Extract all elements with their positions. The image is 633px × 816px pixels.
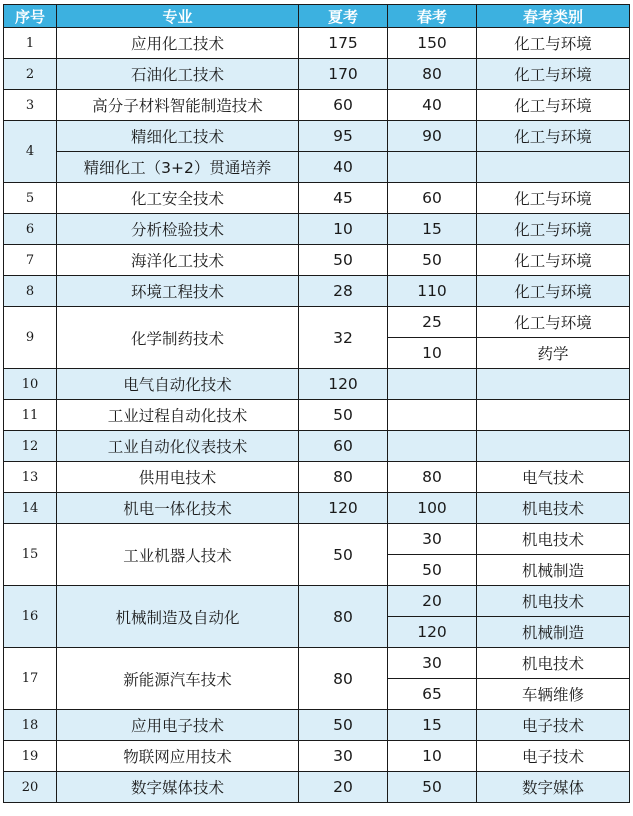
row-major: 环境工程技术 bbox=[57, 276, 299, 307]
row-summer: 120 bbox=[299, 493, 388, 524]
row-category: 化工与环境 bbox=[477, 245, 630, 276]
row-spring: 10 bbox=[388, 741, 477, 772]
row-no: 2 bbox=[4, 59, 57, 90]
row-category: 化工与环境 bbox=[477, 307, 630, 338]
row-spring: 15 bbox=[388, 214, 477, 245]
table-row bbox=[4, 400, 630, 431]
row-summer: 45 bbox=[299, 183, 388, 214]
row-major: 物联网应用技术 bbox=[57, 741, 299, 772]
row-category: 化工与环境 bbox=[477, 28, 630, 59]
row-spring: 25 bbox=[388, 307, 477, 338]
row-category bbox=[477, 400, 630, 431]
row-category: 药学 bbox=[477, 338, 630, 369]
row-no: 12 bbox=[4, 431, 57, 462]
row-major: 应用电子技术 bbox=[57, 710, 299, 741]
row-no: 7 bbox=[4, 245, 57, 276]
header-major: 专业 bbox=[57, 5, 299, 28]
row-spring bbox=[388, 400, 477, 431]
row-category: 化工与环境 bbox=[477, 90, 630, 121]
row-category: 机电技术 bbox=[477, 648, 630, 679]
header-no: 序号 bbox=[4, 5, 57, 28]
row-category bbox=[477, 431, 630, 462]
row-summer: 10 bbox=[299, 214, 388, 245]
row-summer: 95 bbox=[299, 121, 388, 152]
table-row bbox=[4, 710, 630, 741]
row-major: 新能源汽车技术 bbox=[57, 648, 299, 710]
enrollment-table bbox=[3, 4, 630, 803]
row-summer: 30 bbox=[299, 741, 388, 772]
table-row bbox=[4, 493, 630, 524]
row-major: 精细化工（3+2）贯通培养 bbox=[57, 152, 299, 183]
row-category: 机械制造 bbox=[477, 617, 630, 648]
table-row bbox=[4, 772, 630, 803]
table-row bbox=[4, 276, 630, 307]
row-category: 电子技术 bbox=[477, 710, 630, 741]
row-summer: 50 bbox=[299, 710, 388, 741]
row-category: 数字媒体 bbox=[477, 772, 630, 803]
row-major: 数字媒体技术 bbox=[57, 772, 299, 803]
row-major: 工业过程自动化技术 bbox=[57, 400, 299, 431]
row-category: 电气技术 bbox=[477, 462, 630, 493]
row-spring: 80 bbox=[388, 462, 477, 493]
row-category: 化工与环境 bbox=[477, 183, 630, 214]
row-category: 机电技术 bbox=[477, 493, 630, 524]
row-spring bbox=[388, 369, 477, 400]
row-major: 石油化工技术 bbox=[57, 59, 299, 90]
row-spring: 60 bbox=[388, 183, 477, 214]
row-no: 13 bbox=[4, 462, 57, 493]
row-spring: 50 bbox=[388, 772, 477, 803]
row-major: 机械制造及自动化 bbox=[57, 586, 299, 648]
row-spring: 15 bbox=[388, 710, 477, 741]
row-spring: 80 bbox=[388, 59, 477, 90]
table-row bbox=[4, 462, 630, 493]
row-spring: 40 bbox=[388, 90, 477, 121]
row-no: 1 bbox=[4, 28, 57, 59]
row-summer: 40 bbox=[299, 152, 388, 183]
row-major: 化学制药技术 bbox=[57, 307, 299, 369]
row-category: 机械制造 bbox=[477, 555, 630, 586]
table-row bbox=[4, 59, 630, 90]
header-spring: 春考 bbox=[388, 5, 477, 28]
row-spring: 110 bbox=[388, 276, 477, 307]
table-row bbox=[4, 214, 630, 245]
row-no: 4 bbox=[4, 121, 57, 183]
row-no: 5 bbox=[4, 183, 57, 214]
row-summer: 170 bbox=[299, 59, 388, 90]
row-summer: 28 bbox=[299, 276, 388, 307]
row-major: 应用化工技术 bbox=[57, 28, 299, 59]
row-major: 工业机器人技术 bbox=[57, 524, 299, 586]
row-summer: 80 bbox=[299, 462, 388, 493]
table-row bbox=[4, 121, 630, 152]
row-major: 精细化工技术 bbox=[57, 121, 299, 152]
row-summer: 80 bbox=[299, 586, 388, 648]
table-row bbox=[4, 183, 630, 214]
row-major: 高分子材料智能制造技术 bbox=[57, 90, 299, 121]
row-no: 20 bbox=[4, 772, 57, 803]
row-spring: 150 bbox=[388, 28, 477, 59]
row-summer: 20 bbox=[299, 772, 388, 803]
row-no: 8 bbox=[4, 276, 57, 307]
row-no: 15 bbox=[4, 524, 57, 586]
table-row bbox=[4, 369, 630, 400]
row-category: 车辆维修 bbox=[477, 679, 630, 710]
row-spring: 50 bbox=[388, 245, 477, 276]
row-spring: 50 bbox=[388, 555, 477, 586]
row-no: 19 bbox=[4, 741, 57, 772]
row-category: 机电技术 bbox=[477, 586, 630, 617]
row-category: 化工与环境 bbox=[477, 214, 630, 245]
table-row bbox=[4, 90, 630, 121]
row-no: 16 bbox=[4, 586, 57, 648]
row-major: 化工安全技术 bbox=[57, 183, 299, 214]
row-major: 电气自动化技术 bbox=[57, 369, 299, 400]
table-row bbox=[4, 307, 630, 338]
row-category: 电子技术 bbox=[477, 741, 630, 772]
row-major: 供用电技术 bbox=[57, 462, 299, 493]
table-row bbox=[4, 431, 630, 462]
row-summer: 50 bbox=[299, 524, 388, 586]
row-no: 17 bbox=[4, 648, 57, 710]
row-summer: 80 bbox=[299, 648, 388, 710]
table-row bbox=[4, 245, 630, 276]
table-row bbox=[4, 524, 630, 555]
row-category: 化工与环境 bbox=[477, 121, 630, 152]
row-no: 18 bbox=[4, 710, 57, 741]
header-row bbox=[4, 5, 630, 28]
row-no: 6 bbox=[4, 214, 57, 245]
table-row bbox=[4, 741, 630, 772]
row-spring: 30 bbox=[388, 648, 477, 679]
header-category: 春考类别 bbox=[477, 5, 630, 28]
row-spring: 10 bbox=[388, 338, 477, 369]
row-no: 9 bbox=[4, 307, 57, 369]
table-row bbox=[4, 586, 630, 617]
row-summer: 32 bbox=[299, 307, 388, 369]
row-summer: 50 bbox=[299, 245, 388, 276]
row-category: 化工与环境 bbox=[477, 59, 630, 90]
row-spring bbox=[388, 152, 477, 183]
row-spring: 120 bbox=[388, 617, 477, 648]
row-spring: 20 bbox=[388, 586, 477, 617]
row-spring: 100 bbox=[388, 493, 477, 524]
table-row bbox=[4, 152, 630, 183]
row-category: 化工与环境 bbox=[477, 276, 630, 307]
row-category: 机电技术 bbox=[477, 524, 630, 555]
row-major: 分析检验技术 bbox=[57, 214, 299, 245]
header-summer: 夏考 bbox=[299, 5, 388, 28]
row-summer: 60 bbox=[299, 90, 388, 121]
row-summer: 60 bbox=[299, 431, 388, 462]
row-spring: 90 bbox=[388, 121, 477, 152]
row-major: 海洋化工技术 bbox=[57, 245, 299, 276]
row-category bbox=[477, 152, 630, 183]
row-category bbox=[477, 369, 630, 400]
row-summer: 120 bbox=[299, 369, 388, 400]
row-no: 14 bbox=[4, 493, 57, 524]
row-spring bbox=[388, 431, 477, 462]
row-no: 3 bbox=[4, 90, 57, 121]
row-major: 工业自动化仪表技术 bbox=[57, 431, 299, 462]
table-row bbox=[4, 28, 630, 59]
row-spring: 30 bbox=[388, 524, 477, 555]
row-spring: 65 bbox=[388, 679, 477, 710]
row-summer: 50 bbox=[299, 400, 388, 431]
row-major: 机电一体化技术 bbox=[57, 493, 299, 524]
row-no: 11 bbox=[4, 400, 57, 431]
row-summer: 175 bbox=[299, 28, 388, 59]
row-no: 10 bbox=[4, 369, 57, 400]
table-row bbox=[4, 648, 630, 679]
